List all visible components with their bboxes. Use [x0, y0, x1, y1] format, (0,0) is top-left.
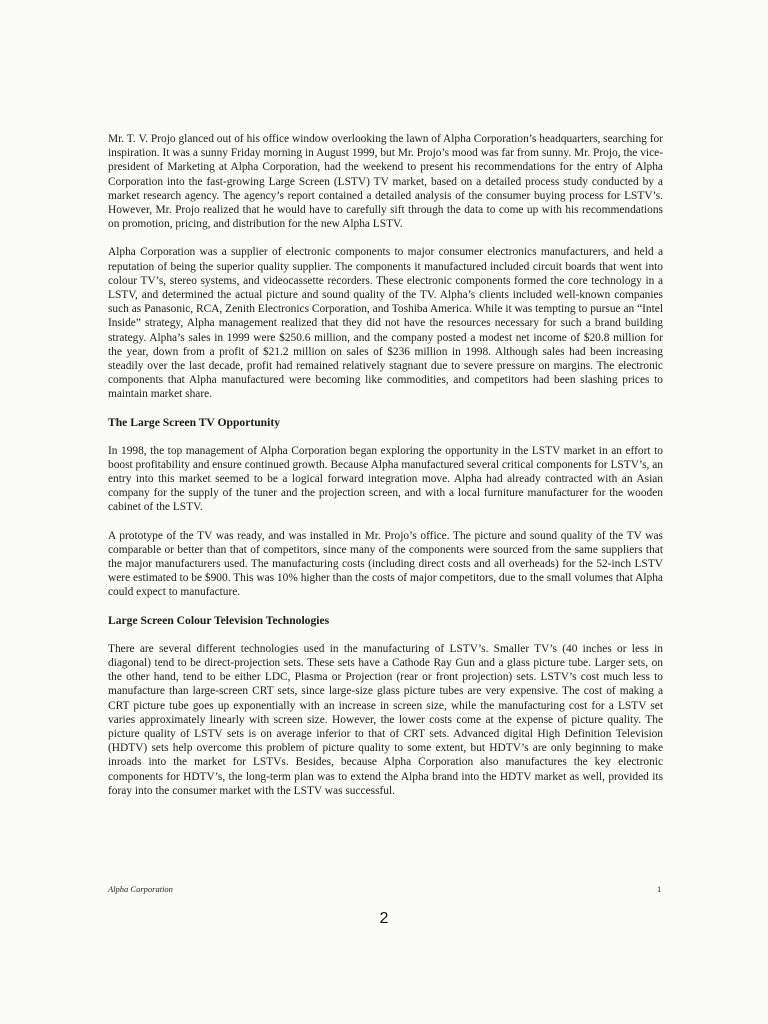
lstv-opportunity-paragraph-1: In 1998, the top management of Alpha Corporation began exploring the opportunity in the LSTV market in an effort to boost profitability and ensure continued growth. Because Alpha manufactured several critical components for LSTV’s, an entry into this market seemed to be a logical forward integration move. Alpha had already contracted with an Asian company for the supply of the tuner and the projection screen, and with a local furniture manufacturer for the wooden cabinet of the LSTV.	[108, 444, 663, 514]
lstv-opportunity-paragraph-2: A prototype of the TV was ready, and was installed in Mr. Projo’s office. The picture and sound quality of the TV was comparable or better than that of competitors, since many of the components were sourced from the same suppliers that the major manufacturers used. The manufacturing costs (including direct costs and all overheads) for the 52-inch LSTV were estimated to be $900. This was 10% higher than the costs of major competitors, due to the small volumes that Alpha could expect to manufacture.	[108, 529, 663, 599]
technologies-paragraph-1: There are several different technologies used in the manufacturing of LSTV’s. Smaller TV’s (40 inches or less in diagonal) tend to be direct-projection sets. These sets have a Cathode Ray Gun and a glass picture tube. Larger sets, on the other hand, tend to be either LDC, Plasma or Projection (rear or front projection) sets. LSTV’s cost much less to manufacture than large-screen CRT sets, since large-size glass picture tubes are very expensive. The cost of making a CRT picture tube goes up exponentially with an increase in screen size, while the manufacturing cost for a LSTV set varies approximately linearly with screen size. However, the lower costs come at the expense of picture quality. The picture quality of LSTV sets is on average inferior to that of CRT sets. Advanced digital High Definition Television (HDTV) sets help overcome this problem of picture quality to some extent, but HDTV’s are only beginning to make inroads into the market for LSTVs. Besides, because Alpha Corporation also manufactures the key electronic components for HDTV’s, the long-term plan was to extend the Alpha brand into the HDTV market as well, provided its foray into the consumer market with the LSTV was successful.	[108, 642, 663, 797]
intro-paragraph-2: Alpha Corporation was a supplier of electronic components to major consumer electronics manufacturers, and held a reputation of being the superior quality supplier. The components it manufactured included circuit boards that went into colour TV’s, stereo systems, and videocassette recorders. These electronic components formed the core technology in a LSTV, and determined the actual picture and sound quality of the TV. Alpha’s clients included well-known companies such as Panasonic, RCA, Zenith Electronics Corporation, and Toshiba America. While it was tempting to pursue an “Intel Inside” strategy, Alpha management realized that they did not have the resources necessary for such a brand building strategy. Alpha’s sales in 1999 were $250.6 million, and the company posted a modest net income of $20.8 million for the year, down from a profit of $21.2 million on sales of $236 million in 1998. Although sales had been increasing steadily over the last decade, profit had remained relatively stagnant due to severe pressure on margins. The electronic components that Alpha manufactured were becoming like commodities, and competitors had been slashing prices to maintain market share.	[108, 246, 663, 401]
footer-section-number: 1	[657, 884, 662, 894]
section-heading-lstv-opportunity: The Large Screen TV Opportunity	[108, 415, 280, 429]
page-number: 2	[379, 910, 389, 927]
document-body	[108, 132, 663, 812]
footer-company-name: Alpha Corporation	[108, 884, 173, 894]
intro-paragraph-1: Mr. T. V. Projo glanced out of his office window overlooking the lawn of Alpha Corporation’s headquarters, searching for inspiration. It was a sunny Friday morning in August 1999, but Mr. Projo’s mood was far from sunny. Mr. Projo, the vice-president of Marketing at Alpha Corporation, had the weekend to present his recommendations for the entry of Alpha Corporation into the fast-growing Large Screen (LSTV) TV market, based on a detailed process study conducted by a market research agency. The agency’s report contained a detailed analysis of the consumer buying process for LSTV’s. However, Mr. Projo realized that he would have to carefully sift through the data to come up with his recommendations on promotion, pricing, and distribution for the new Alpha LSTV.	[108, 133, 663, 231]
section-heading-technologies: Large Screen Colour Television Technologies	[108, 613, 330, 627]
